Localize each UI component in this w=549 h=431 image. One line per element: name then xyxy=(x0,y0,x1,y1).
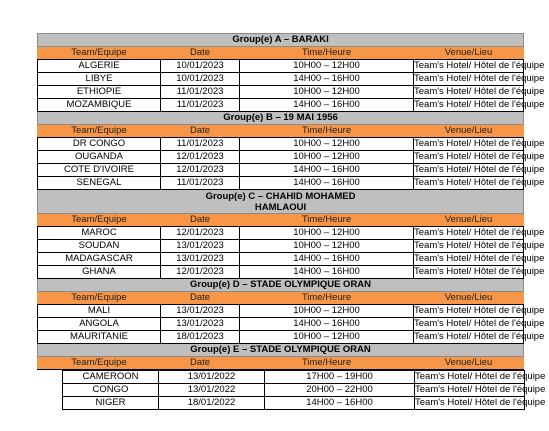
date-cell: 13/01/2022 xyxy=(159,384,265,397)
venue-cell: Team's Hotel/ Hôtel de l'équipe xyxy=(415,397,546,408)
time-cell: 10H00 – 12H00 xyxy=(240,138,414,151)
venue-cell: Team's Hotel/ Hôtel de l'équipe xyxy=(414,164,545,175)
table-row xyxy=(38,86,524,99)
date-cell: 11/01/2023 xyxy=(161,177,240,190)
date-column-header: Date xyxy=(161,214,240,227)
time-cell: 10H00 – 12H00 xyxy=(240,331,414,344)
table-row xyxy=(63,384,525,397)
team-cell: COTE D'IVOIRE xyxy=(38,164,161,177)
table-row xyxy=(38,305,524,318)
date-cell: 13/01/2023 xyxy=(161,253,240,266)
team-cell: DR CONGO xyxy=(38,138,161,151)
time-cell: 10H00 – 12H00 xyxy=(240,151,414,164)
column-header-row xyxy=(38,214,524,227)
team-cell: MALI xyxy=(38,305,161,318)
column-header-row xyxy=(38,357,524,370)
venue-cell: Team's Hotel/ Hôtel de l'équipe xyxy=(415,384,546,395)
team-cell: OUGANDA xyxy=(38,151,161,164)
table-row xyxy=(38,177,524,190)
team-cell: NIGER xyxy=(63,397,159,410)
team-cell: CONGO xyxy=(63,384,159,397)
venue-cell: Team's Hotel/ Hôtel de l'équipe xyxy=(414,227,545,238)
date-column-header: Date xyxy=(161,47,240,60)
table-row xyxy=(38,227,524,240)
date-cell: 18/01/2022 xyxy=(159,397,265,410)
date-cell: 12/01/2023 xyxy=(161,227,240,240)
group-e-title: Group(e) E – STADE OLYMPIQUE ORAN xyxy=(38,344,524,357)
time-column-header: Time/Heure xyxy=(240,47,414,60)
column-header-row xyxy=(38,292,524,305)
time-cell: 14H00 – 16H00 xyxy=(240,177,414,190)
venue-column-header: Venue/Lieu xyxy=(414,47,524,60)
date-cell: 11/01/2023 xyxy=(161,86,240,99)
date-column-header: Date xyxy=(161,357,240,370)
table-row xyxy=(63,371,525,384)
venue-column-header: Venue/Lieu xyxy=(414,292,524,305)
group-c-title-line2: HAMLAOUI xyxy=(254,201,307,213)
team-cell: MAURITANIE xyxy=(38,331,161,344)
time-cell: 10H00 – 12H00 xyxy=(240,240,414,253)
table-row xyxy=(38,266,524,279)
time-column-header: Time/Heure xyxy=(240,357,414,370)
venue-cell: Team's Hotel/ Hôtel de l'équipe xyxy=(414,138,545,149)
group-c-title-line1: Group(e) C – CHAHID MOHAMED xyxy=(205,190,356,202)
time-cell: 17H00 – 19H00 xyxy=(265,371,415,384)
table-row xyxy=(38,73,524,86)
venue-cell: Team's Hotel/ Hôtel de l'équipe xyxy=(414,86,545,97)
date-cell: 11/01/2023 xyxy=(161,99,240,112)
table-row xyxy=(38,253,524,266)
table-row xyxy=(38,240,524,253)
date-cell: 13/01/2022 xyxy=(159,371,265,384)
team-cell: SENEGAL xyxy=(38,177,161,190)
time-cell: 14H00 – 16H00 xyxy=(240,99,414,112)
table-row xyxy=(38,99,524,112)
venue-column-header: Venue/Lieu xyxy=(414,214,524,227)
date-cell: 13/01/2023 xyxy=(161,318,240,331)
team-cell: ANGOLA xyxy=(38,318,161,331)
group-e-header-row xyxy=(38,344,524,357)
venue-cell: Team's Hotel/ Hôtel de l'équipe xyxy=(414,177,545,188)
team-cell: ALGERIE xyxy=(38,60,161,73)
group-d-header-row xyxy=(38,279,524,292)
venue-cell: Team's Hotel/ Hôtel de l'équipe xyxy=(414,253,545,264)
date-cell: 11/01/2023 xyxy=(161,138,240,151)
time-cell: 20H00 – 22H00 xyxy=(265,384,415,397)
date-cell: 13/01/2023 xyxy=(161,240,240,253)
time-cell: 14H00 – 16H00 xyxy=(265,397,415,410)
group-a-title: Group(e) A – BARAKI xyxy=(38,34,524,47)
team-column-header: Team/Equipe xyxy=(38,214,161,227)
team-column-header: Team/Equipe xyxy=(38,47,161,60)
table-row xyxy=(63,397,525,410)
group-e-table xyxy=(62,370,546,410)
venue-column-header: Venue/Lieu xyxy=(414,357,524,370)
time-cell: 14H00 – 16H00 xyxy=(240,318,414,331)
team-cell: MADAGASCAR xyxy=(38,253,161,266)
venue-cell: Team's Hotel/ Hôtel de l'équipe xyxy=(414,60,545,71)
time-cell: 14H00 – 16H00 xyxy=(240,164,414,177)
team-cell: LIBYE xyxy=(38,73,161,86)
table-row xyxy=(38,318,524,331)
column-header-row xyxy=(38,125,524,138)
team-column-header: Team/Equipe xyxy=(38,357,161,370)
table-row xyxy=(38,331,524,344)
venue-column-header: Venue/Lieu xyxy=(414,125,524,138)
date-cell: 12/01/2023 xyxy=(161,164,240,177)
team-cell: SOUDAN xyxy=(38,240,161,253)
date-cell: 12/01/2023 xyxy=(161,151,240,164)
venue-cell: Team's Hotel/ Hôtel de l'équipe xyxy=(414,331,545,342)
time-column-header: Time/Heure xyxy=(240,292,414,305)
venue-cell: Team's Hotel/ Hôtel de l'équipe xyxy=(414,266,545,277)
time-column-header: Time/Heure xyxy=(240,214,414,227)
table-row xyxy=(38,138,524,151)
time-cell: 10H00 – 12H00 xyxy=(240,305,414,318)
venue-cell: Team's Hotel/ Hôtel de l'équipe xyxy=(414,73,545,84)
venue-cell: Team's Hotel/ Hôtel de l'équipe xyxy=(414,151,545,162)
date-cell: 10/01/2023 xyxy=(161,73,240,86)
venue-cell: Team's Hotel/ Hôtel de l'équipe xyxy=(414,99,545,110)
training-schedule-table xyxy=(37,33,545,370)
table-row xyxy=(38,151,524,164)
time-column-header: Time/Heure xyxy=(240,125,414,138)
time-cell: 14H00 – 16H00 xyxy=(240,253,414,266)
team-column-header: Team/Equipe xyxy=(38,125,161,138)
group-c-header-row xyxy=(38,190,524,214)
date-cell: 18/01/2023 xyxy=(161,331,240,344)
group-c-title xyxy=(38,190,524,214)
team-cell: CAMEROON xyxy=(63,371,159,384)
venue-cell: Team's Hotel/ Hôtel de l'équipe xyxy=(415,371,546,382)
table-row xyxy=(38,164,524,177)
group-b-title: Group(e) B – 19 MAI 1956 xyxy=(38,112,524,125)
team-cell: MOZAMBIQUE xyxy=(38,99,161,112)
venue-cell: Team's Hotel/ Hôtel de l'équipe xyxy=(414,318,545,329)
date-cell: 10/01/2023 xyxy=(161,60,240,73)
date-column-header: Date xyxy=(161,292,240,305)
date-cell: 12/01/2023 xyxy=(161,266,240,279)
group-a-header-row xyxy=(38,34,524,47)
team-cell: GHANA xyxy=(38,266,161,279)
venue-cell: Team's Hotel/ Hôtel de l'équipe xyxy=(414,240,545,251)
date-column-header: Date xyxy=(161,125,240,138)
team-column-header: Team/Equipe xyxy=(38,292,161,305)
group-d-title: Group(e) D – STADE OLYMPIQUE ORAN xyxy=(38,279,524,292)
group-b-header-row xyxy=(38,112,524,125)
time-cell: 10H00 – 12H00 xyxy=(240,86,414,99)
time-cell: 10H00 – 12H00 xyxy=(240,227,414,240)
time-cell: 10H00 – 12H00 xyxy=(240,60,414,73)
table-row xyxy=(38,60,524,73)
team-cell: MAROC xyxy=(38,227,161,240)
team-cell: ETHIOPIE xyxy=(38,86,161,99)
venue-cell: Team's Hotel/ Hôtel de l'équipe xyxy=(414,305,545,316)
column-header-row xyxy=(38,47,524,60)
date-cell: 13/01/2023 xyxy=(161,305,240,318)
time-cell: 14H00 – 16H00 xyxy=(240,73,414,86)
time-cell: 14H00 – 16H00 xyxy=(240,266,414,279)
